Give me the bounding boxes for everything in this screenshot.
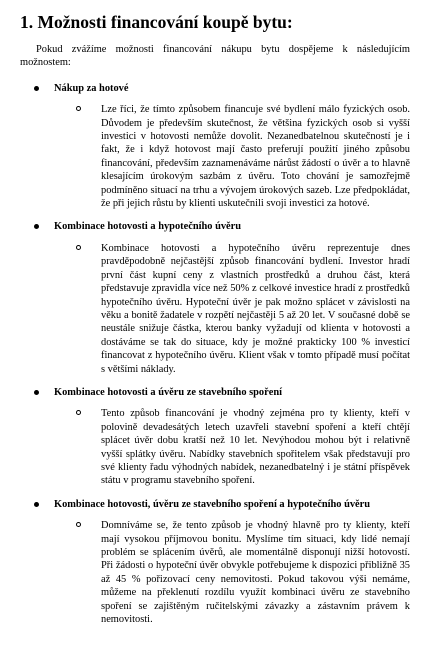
page-title: 1. Možnosti financování koupě bytu: — [20, 12, 293, 32]
circle-bullet-icon — [76, 106, 81, 111]
bullet-icon — [34, 224, 39, 229]
section-heading — [20, 386, 410, 399]
section-cash — [20, 82, 410, 211]
section-paragraph: Tento způsob financování je vhodný zejména pro ty klienty, kteří v polovině devadesátých letech uzavřeli stavební spoření a kteří chtějí splácet úvěr dobu kratší než 10 let. Nevýhodou mohou být i relativně vyšší splátky úvěru. Nabídky stavebních spořitelem však představují pro své klienty řadu výhodných nabídek, nezanedbatelný i je státní příspěvek státu v programu stavebního spoření. — [101, 408, 410, 487]
bullet-icon — [34, 390, 39, 395]
section-heading-text: Kombinace hotovosti a hypotečního úvěru — [54, 221, 242, 233]
section-cash-mortgage — [20, 220, 410, 375]
section-paragraph: Domníváme se, že tento způsob je vhodný hlavně pro ty klienty, kteří mají vysokou příjmovou bonitu. Myslíme tím situaci, kdy lidé nemají problém se splácením úvěrů, ale momentálně disponují nižší hotovostí. Při žádosti o hypoteční úvěr obvykle potřebujeme k dispozici přibližně 35 až 45 % pořizovací ceny nemovitosti. Pokud takovou výši nemáme, můžeme na překlenutí rozdílu využít kombinaci úvěru ze stavebního spoření se zajištěným ručitelskými závazky a zástavním právem k nemovitosti. — [101, 520, 410, 626]
bullet-icon — [34, 502, 39, 507]
section-paragraph: Lze říci, že tímto způsobem financuje své bydlení málo fyzických osob. Důvodem je především skutečnost, že většina fyzických osob si vyšší investici v hotovosti nemůže dovolit. Nezanedbatelnou skutečností je i fakt, že i když hotovost mají často preferují použití jiného způsobu financování, především zaznamenáváme nárůst žádostí o úvěr a to hlavně klesajícím úrokovým sazbám z úvěru. Toto chování je samozřejmě podmíněno situací na trhu a vývojem úrokových sazeb. Lze předpokládat, že při jejich růstu by klienti uskutečnili svoji investici za hotové. — [101, 104, 410, 210]
section-heading — [20, 220, 410, 233]
section-cash-building-savings — [20, 386, 410, 488]
section-combined — [20, 498, 410, 627]
section-body — [20, 242, 410, 376]
intro-paragraph: Pokud zvážíme možnosti financování nákupu bytu dospějeme k následujícím možnostem: — [20, 44, 410, 69]
circle-bullet-icon — [76, 410, 81, 415]
section-body — [20, 407, 410, 487]
section-heading-text: Kombinace hotovosti, úvěru ze stavebního spoření a hypotečního úvěru — [54, 498, 371, 510]
section-heading-text: Kombinace hotovosti a úvěru ze stavebního spoření — [54, 386, 283, 398]
bullet-icon — [34, 86, 39, 91]
section-heading — [20, 498, 410, 511]
section-heading — [20, 82, 410, 95]
section-body — [20, 519, 410, 626]
circle-bullet-icon — [76, 522, 81, 527]
circle-bullet-icon — [76, 245, 81, 250]
section-paragraph: Kombinace hotovosti a hypotečního úvěru reprezentuje dnes pravděpodobně nejčastější způsob financování bydlení. Investor hradí první část kupní ceny z vlastních prostředků a druhou část, která představuje zpravidla více než 50% z celkové investice hradí z prostředků hypotečního úvěru. Hypoteční úvěr je pak možno splácet v závislosti na věku a bonitě žadatele v rozpětí nejčastěji 5 až 20 let. V současné době se neustále snižuje částka, kterou banky vyžadují od klienta v hotovosti a dostáváme se tak do situace, kdy je možné prakticky 100 % investicí financovat z hypotečního úvěru. Klient však v tomto případě musí počítat s většími náklady. — [101, 242, 410, 375]
section-body — [20, 103, 410, 210]
section-heading-text: Nákup za hotové — [54, 82, 129, 94]
